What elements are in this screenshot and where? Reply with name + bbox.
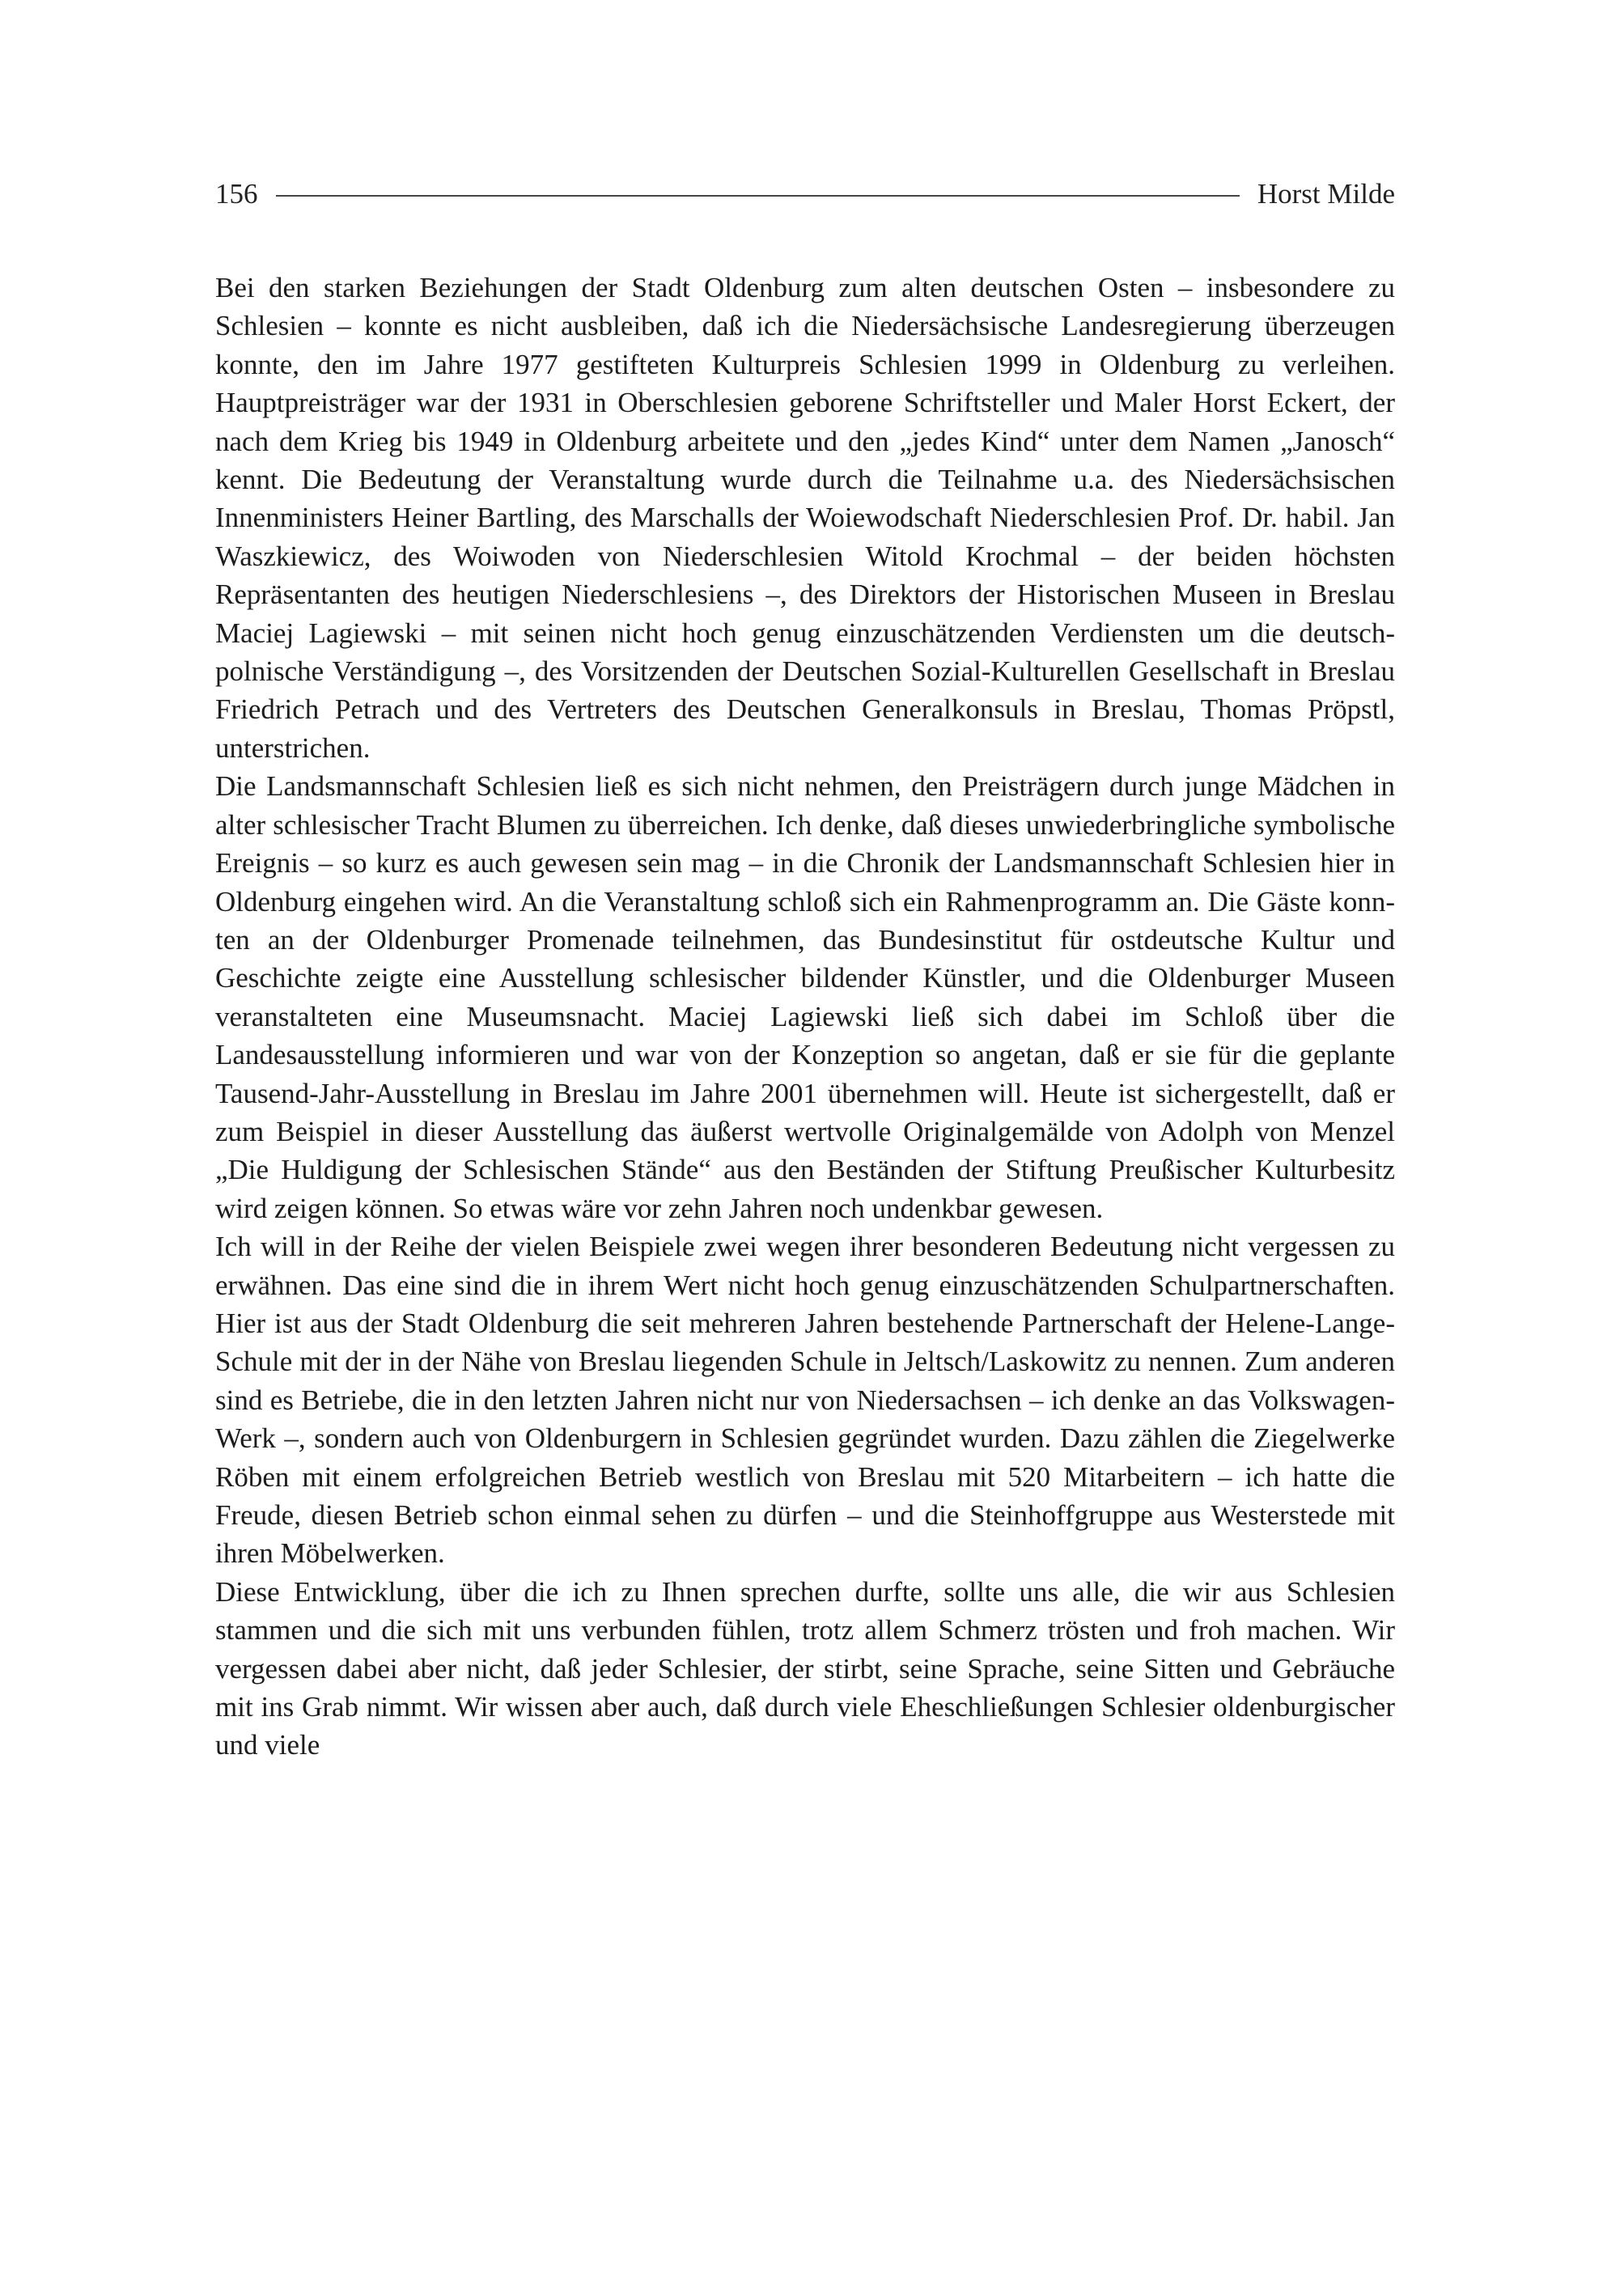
paragraph-landsmannschaft: Die Landsmannschaft Schlesien ließ es sich nicht nehmen, den Preisträgern durch junge Mädchen in alter schlesischer Tracht Blumen zu überreichen. Ich denke, daß dieses unwiederbringliche symbolische Ereignis – so kurz es auch gewesen sein mag – in die Chronik der Landsmannschaft Schlesien hier in Oldenburg eingehen wird. An die Veranstaltung schloß sich ein Rahmenprogramm an. Die Gäste konnten an der Oldenburger Promenade teilnehmen, das Bundesinstitut für ostdeutsche Kultur und Geschichte zeigte eine Ausstellung schlesischer bildender Künstler, und die Oldenburger Museen veranstalteten eine Museumsnacht. Maciej Lagiewski ließ sich dabei im Schloß über die Landesausstellung informieren und war von der Konzeption so angetan, daß er sie für die geplante Tausend-Jahr-Ausstellung in Breslau im Jahre 2001 übernehmen will. Heute ist sichergestellt, daß er zum Beispiel in dieser Ausstellung das äußerst wertvolle Originalgemälde von Adolph von Menzel „Die Huldigung der Schlesischen Stände“ aus den Beständen der Stiftung Preußischer Kulturbesitz wird zeigen können. So etwas wäre vor zehn Jahren noch undenkbar gewesen.: [215, 770, 1395, 1224]
running-head-author: Horst Milde: [1257, 178, 1395, 210]
paragraph-kulturpreis: Bei den starken Beziehungen der Stadt Oldenburg zum alten deutschen Osten – insbesondere zu Schlesien – konnte es nicht ausbleiben, daß ich die Niedersächsische Landesregierung überzeugen konnte, den im Jahre 1977 gestifteten Kulturpreis Schlesien 1999 in Oldenburg zu verleihen. Hauptpreisträger war der 1931 in Oberschlesien geborene Schriftsteller und Maler Horst Eckert, der nach dem Krieg bis 1949 in Oldenburg arbeitete und den „jedes Kind“ unter dem Namen „Janosch“ kennt. Die Bedeutung der Veranstaltung wurde durch die Teilnahme u.a. des Niedersächsischen Innenministers Heiner Bartling, des Marschalls der Woiewodschaft Niederschlesien Prof. Dr. habil. Jan Waszkiewicz, des Woiwoden von Niederschlesien Witold Krochmal – der beiden höchsten Repräsentanten des heutigen Niederschlesiens –, des Direktors der Historischen Museen in Breslau Maciej Lagiewski – mit seinen nicht hoch genug einzuschätzenden Verdiensten um die deutsch-polnische Verständigung –, des Vorsitzenden der Deutschen Sozial-Kulturellen Gesellschaft in Breslau Friedrich Petrach und des Vertreters des Deutschen Generalkonsuls in Breslau, Thomas Pröpstl, unterstrichen.: [215, 272, 1395, 764]
page-number: 156: [215, 178, 258, 210]
paragraph-beispiele: Ich will in der Reihe der vielen Beispiele zwei wegen ihrer besonderen Bedeutung nicht vergessen zu erwähnen. Das eine sind die in ihrem Wert nicht hoch genug einzuschätzenden Schulpartnerschaften. Hier ist aus der Stadt Oldenburg die seit mehreren Jahren bestehende Partnerschaft der Helene-Lange-Schule mit der in der Nähe von Breslau liegenden Schule in Jeltsch/Laskowitz zu nennen. Zum anderen sind es Betriebe, die in den letzten Jahren nicht nur von Niedersachsen – ich denke an das Volkswagen-Werk –, sondern auch von Oldenburgern in Schlesien gegründet wurden. Dazu zählen die Ziegelwerke Röben mit einem erfolgreichen Betrieb westlich von Breslau mit 520 Mitarbeitern – ich hatte die Freude, diesen Betrieb schon einmal sehen zu dürfen – und die Steinhoffgruppe aus Westerstede mit ihren Möbelwerken.: [215, 1231, 1395, 1570]
body-text: [215, 269, 1395, 1765]
header-rule: [276, 195, 1240, 197]
paragraph-entwicklung: Diese Entwicklung, über die ich zu Ihnen sprechen durfte, sollte uns alle, die wir aus Schlesien stammen und die sich mit uns verbunden fühlen, trotz allem Schmerz trösten und froh machen. Wir vergessen dabei aber nicht, daß jeder Schlesier, der stirbt, seine Sprache, seine Sitten und Gebräuche mit ins Grab nimmt. Wir wissen aber auch, daß durch viele Eheschließungen Schlesier oldenburgischer und viele: [215, 1575, 1395, 1761]
page-header: [215, 172, 1395, 217]
